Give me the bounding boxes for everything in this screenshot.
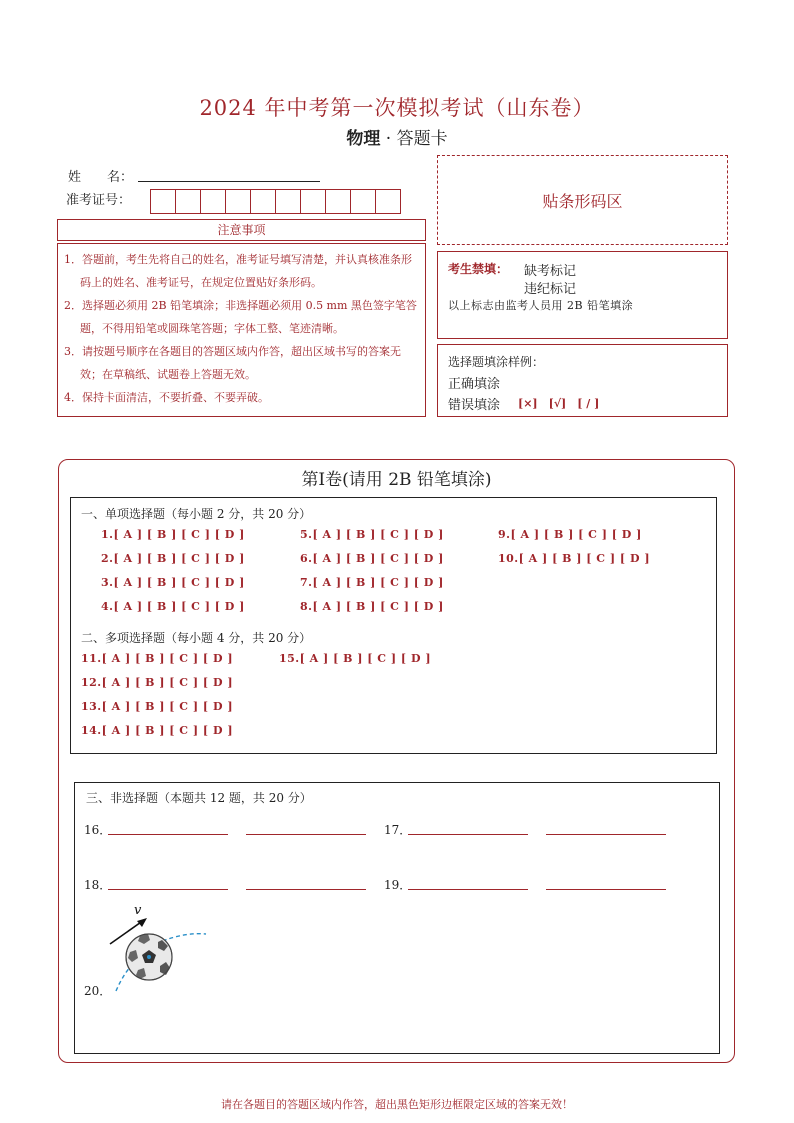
multi-choice-heading: 二、多项选择题（每小题 4 分，共 20 分） [81, 631, 312, 645]
soccer-ball-figure [100, 898, 215, 994]
ban-label: 考生禁填： [448, 262, 509, 276]
correct-fill-label: 正确填涂 [448, 377, 501, 392]
answer-blank[interactable] [108, 888, 228, 890]
choice-question[interactable] [81, 652, 233, 665]
question-number: 15. [279, 652, 300, 665]
id-digit-box[interactable] [250, 189, 276, 214]
question-number: 18． [84, 878, 112, 892]
free-response-heading: 三、非选择题（本题共 12 题，共 20 分） [86, 791, 312, 805]
answer-blank[interactable] [246, 833, 366, 835]
absent-mark-label: 缺考标记 [524, 264, 577, 279]
id-digit-box[interactable] [275, 189, 301, 214]
answer-options[interactable]: [ A ] [ B ] [ C ] [ D ] [312, 528, 444, 541]
question-number: 6. [300, 552, 313, 565]
barcode-label: 贴条形码区 [542, 191, 623, 211]
answer-options[interactable]: [ A ] [ B ] [ C ] [ D ] [113, 528, 245, 541]
question-number: 4. [101, 600, 114, 613]
answer-options[interactable]: [ A ] [ B ] [ C ] [ D ] [113, 600, 245, 613]
notice-item: 1．答题前，考生先将自己的姓名，准考证号填写清楚，并认真核准条形码上的姓名、准考证号，在规定位置贴好条形码。 [64, 253, 412, 289]
ban-note: 以上标志由监考人员用 2B 铅笔填涂 [448, 299, 634, 312]
choice-question[interactable] [81, 700, 233, 713]
id-digit-box[interactable] [200, 189, 226, 214]
answer-options[interactable]: [ A ] [ B ] [ C ] [ D ] [101, 724, 234, 737]
answer-blank[interactable] [546, 833, 666, 835]
id-digit-box[interactable] [150, 189, 176, 214]
answer-options[interactable]: [ A ] [ B ] [ C ] [ D ] [299, 652, 432, 665]
answer-blank[interactable] [108, 833, 228, 835]
answer-options[interactable]: [ A ] [ B ] [ C ] [ D ] [101, 700, 234, 713]
id-digit-box[interactable] [300, 189, 326, 214]
choice-question[interactable] [300, 576, 444, 589]
choice-question[interactable] [300, 528, 444, 541]
exam-subtitle [0, 124, 794, 149]
question-number: 5. [300, 528, 313, 541]
choice-question[interactable] [498, 528, 642, 541]
question-number: 1. [101, 528, 114, 541]
choice-question[interactable] [101, 600, 245, 613]
volume-one-title: 第Ⅰ卷(请用 2B 铅笔填涂) [301, 470, 492, 490]
question-number: 17． [384, 823, 412, 837]
question-number: 13. [81, 700, 102, 713]
choice-question[interactable] [498, 552, 650, 565]
id-digit-box[interactable] [225, 189, 251, 214]
wrong-fill-label: 错误填涂 [448, 398, 501, 413]
exam-title: 2024 年中考第一次模拟考试（山东卷） [199, 96, 595, 120]
answer-blank[interactable] [246, 888, 366, 890]
question-number: 2. [101, 552, 114, 565]
id-label: 准考证号： [66, 193, 132, 208]
notice-body [57, 243, 426, 417]
answer-options[interactable]: [ A ] [ B ] [ C ] [ D ] [510, 528, 642, 541]
answer-options[interactable]: [ A ] [ B ] [ C ] [ D ] [113, 576, 245, 589]
answer-options[interactable]: [ A ] [ B ] [ C ] [ D ] [518, 552, 651, 565]
choice-question[interactable] [81, 724, 233, 737]
wrong-fill-marks: [×] [√] [ / ] [518, 397, 600, 410]
question-number: 7. [300, 576, 313, 589]
arrowhead-icon [137, 918, 147, 927]
question-number: 10. [498, 552, 519, 565]
question-number: 14. [81, 724, 102, 737]
question-number: 19． [384, 878, 412, 892]
choice-question[interactable] [279, 652, 431, 665]
footer-warning: 请在各题目的答题区域内作答，超出黑色矩形边框限定区域的答案无效！ [221, 1098, 573, 1111]
velocity-label: v [134, 903, 142, 918]
answer-options[interactable]: [ A ] [ B ] [ C ] [ D ] [101, 652, 234, 665]
barcode-area [437, 155, 728, 245]
card-label: 答题卡 [396, 129, 448, 149]
sample-title: 选择题填涂样例： [448, 355, 545, 369]
choice-question[interactable] [101, 528, 245, 541]
answer-options[interactable]: [ A ] [ B ] [ C ] [ D ] [312, 552, 444, 565]
examiner-marks-box [437, 251, 728, 339]
notice-title: 注意事项 [57, 219, 426, 241]
notice-item: 3．请按题号顺序在各题目的答题区域内作答，超出区域书写的答案无效；在草稿纸、试题卷上答题无效。 [64, 345, 401, 381]
subject-label: 物理 [346, 129, 381, 149]
name-field[interactable] [138, 180, 320, 182]
answer-blank[interactable] [546, 888, 666, 890]
notice-item: 4．保持卡面清洁，不要折叠、不要弄破。 [64, 391, 269, 404]
question-number: 11. [81, 652, 102, 665]
choice-question[interactable] [81, 676, 233, 689]
choice-question[interactable] [300, 600, 444, 613]
violation-mark-label: 违纪标记 [524, 282, 577, 297]
single-choice-heading: 一、单项选择题（每小题 2 分，共 20 分） [81, 507, 312, 521]
name-label: 姓 名： [68, 170, 134, 185]
id-digit-box[interactable] [175, 189, 201, 214]
question-number: 16． [84, 823, 112, 837]
question-number: 20． [84, 984, 112, 998]
id-digit-box[interactable] [325, 189, 351, 214]
answer-options[interactable]: [ A ] [ B ] [ C ] [ D ] [312, 576, 444, 589]
choice-question[interactable] [300, 552, 444, 565]
question-number: 9. [498, 528, 511, 541]
id-digit-box[interactable] [350, 189, 376, 214]
subtitle-dot: · [385, 129, 392, 149]
id-number-boxes[interactable] [151, 189, 401, 214]
choice-question[interactable] [101, 576, 245, 589]
question-number: 8. [300, 600, 313, 613]
answer-options[interactable]: [ A ] [ B ] [ C ] [ D ] [113, 552, 245, 565]
answer-blank[interactable] [408, 888, 528, 890]
choice-question[interactable] [101, 552, 245, 565]
fill-sample-box [437, 344, 728, 417]
id-digit-box[interactable] [375, 189, 401, 214]
answer-blank[interactable] [408, 833, 528, 835]
question-number: 12. [81, 676, 102, 689]
notice-item: 2．选择题必须用 2B 铅笔填涂；非选择题必须用 0.5 mm 黑色签字笔答题，不得用铅笔或圆珠笔答题；字体工整、笔迹清晰。 [64, 299, 417, 335]
answer-options[interactable]: [ A ] [ B ] [ C ] [ D ] [312, 600, 444, 613]
question-number: 3. [101, 576, 114, 589]
answer-options[interactable]: [ A ] [ B ] [ C ] [ D ] [101, 676, 234, 689]
